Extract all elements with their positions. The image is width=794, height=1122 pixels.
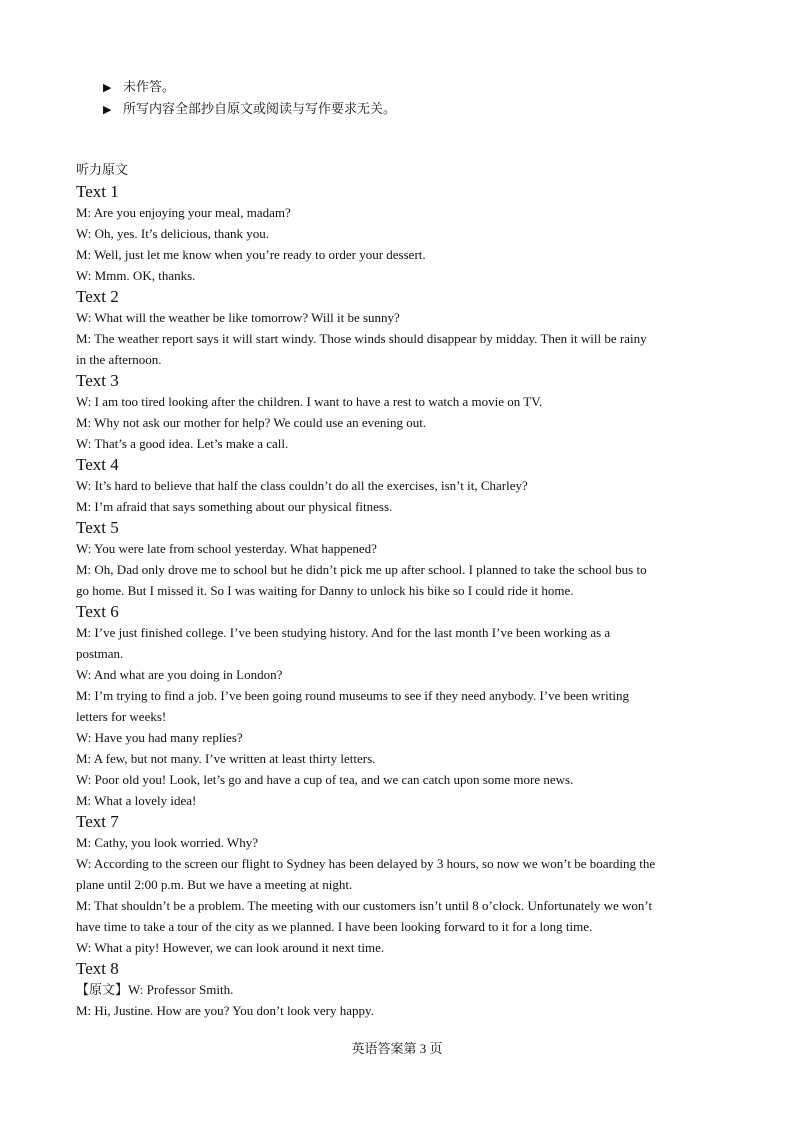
dialogue-line: in the afternoon.: [76, 352, 162, 367]
section-label: 听力原文: [76, 162, 129, 177]
dialogue-line: W: Mmm. OK, thanks.: [76, 268, 196, 283]
text-heading: Text 5: [76, 518, 119, 537]
dialogue-line: postman.: [76, 646, 124, 661]
dialogue-line: W: According to the screen our flight to Sydney has been delayed by 3 hours, so now we won’t be boarding the: [76, 856, 656, 871]
dialogue-line: M: Are you enjoying your meal, madam?: [76, 205, 291, 220]
dialogue-line: M: What a lovely idea!: [76, 793, 197, 808]
dialogue-line: W: Oh, yes. It’s delicious, thank you.: [76, 226, 270, 241]
dialogue-line: M: That shouldn’t be a problem. The meeting with our customers isn’t until 8 o’clock. Unfortunately we won’t: [76, 898, 653, 913]
dialogue-line: M: I’m afraid that says something about our physical fitness.: [76, 499, 393, 514]
dialogue-line: W: It’s hard to believe that half the class couldn’t do all the exercises, isn’t it, Charley?: [76, 478, 528, 493]
triangle-bullet-icon: ▶: [103, 82, 112, 94]
dialogue-line: W: Poor old you! Look, let’s go and have a cup of tea, and we can catch upon some more news.: [76, 772, 574, 787]
dialogue-line: letters for weeks!: [76, 709, 167, 724]
dialogue-line: M: Why not ask our mother for help? We could use an evening out.: [76, 415, 427, 430]
text-heading: Text 3: [76, 371, 119, 390]
bullet-list: [103, 76, 396, 120]
dialogue-line: M: A few, but not many. I’ve written at least thirty letters.: [76, 751, 376, 766]
text-heading: Text 4: [76, 455, 119, 474]
texts-container: [76, 181, 716, 1021]
dialogue-line: W: That’s a good idea. Let’s make a call.: [76, 436, 289, 451]
transcript: [76, 160, 716, 1021]
text-heading: Text 6: [76, 602, 119, 621]
dialogue-line: W: What a pity! However, we can look around it next time.: [76, 940, 385, 955]
text-heading: Text 1: [76, 182, 119, 201]
page-footer: 英语答案第 3 页: [351, 1041, 443, 1056]
dialogue-line: W: I am too tired looking after the children. I want to have a rest to watch a movie on TV.: [76, 394, 543, 409]
text-heading: Text 2: [76, 287, 119, 306]
dialogue-line: W: Have you had many replies?: [76, 730, 243, 745]
dialogue-line: go home. But I missed it. So I was waiting for Danny to unlock his bike so I could ride it home.: [76, 583, 574, 598]
dialogue-line: W: What will the weather be like tomorrow? Will it be sunny?: [76, 310, 400, 325]
dialogue-line: W: And what are you doing in London?: [76, 667, 283, 682]
dialogue-line: 【原文】W: Professor Smith.: [76, 982, 234, 997]
dialogue-line: have time to take a tour of the city as we planned. I have been looking forward to it for a long time.: [76, 919, 593, 934]
dialogue-line: M: I’m trying to find a job. I’ve been going round museums to see if they need anybody. I’ve been writing: [76, 688, 629, 703]
dialogue-line: M: I’ve just finished college. I’ve been studying history. And for the last month I’ve been working as a: [76, 625, 611, 640]
dialogue-line: plane until 2:00 p.m. But we have a meeting at night.: [76, 877, 353, 892]
bullet-item: [103, 98, 396, 120]
text-heading: Text 8: [76, 959, 119, 978]
dialogue-line: M: The weather report says it will start windy. Those winds should disappear by midday. Then it will be rainy: [76, 331, 647, 346]
bullet-text: 所写内容全部抄自原文或阅读与写作要求无关。: [123, 101, 397, 116]
bullet-text: 未作答。: [123, 79, 176, 94]
dialogue-line: M: Well, just let me know when you’re ready to order your dessert.: [76, 247, 426, 262]
bullet-item: [103, 76, 396, 98]
dialogue-line: M: Oh, Dad only drove me to school but he didn’t pick me up after school. I planned to take the school bus to: [76, 562, 647, 577]
text-heading: Text 7: [76, 812, 119, 831]
dialogue-line: M: Cathy, you look worried. Why?: [76, 835, 258, 850]
dialogue-line: W: You were late from school yesterday. What happened?: [76, 541, 377, 556]
dialogue-line: M: Hi, Justine. How are you? You don’t look very happy.: [76, 1003, 374, 1018]
triangle-bullet-icon: ▶: [103, 104, 112, 116]
